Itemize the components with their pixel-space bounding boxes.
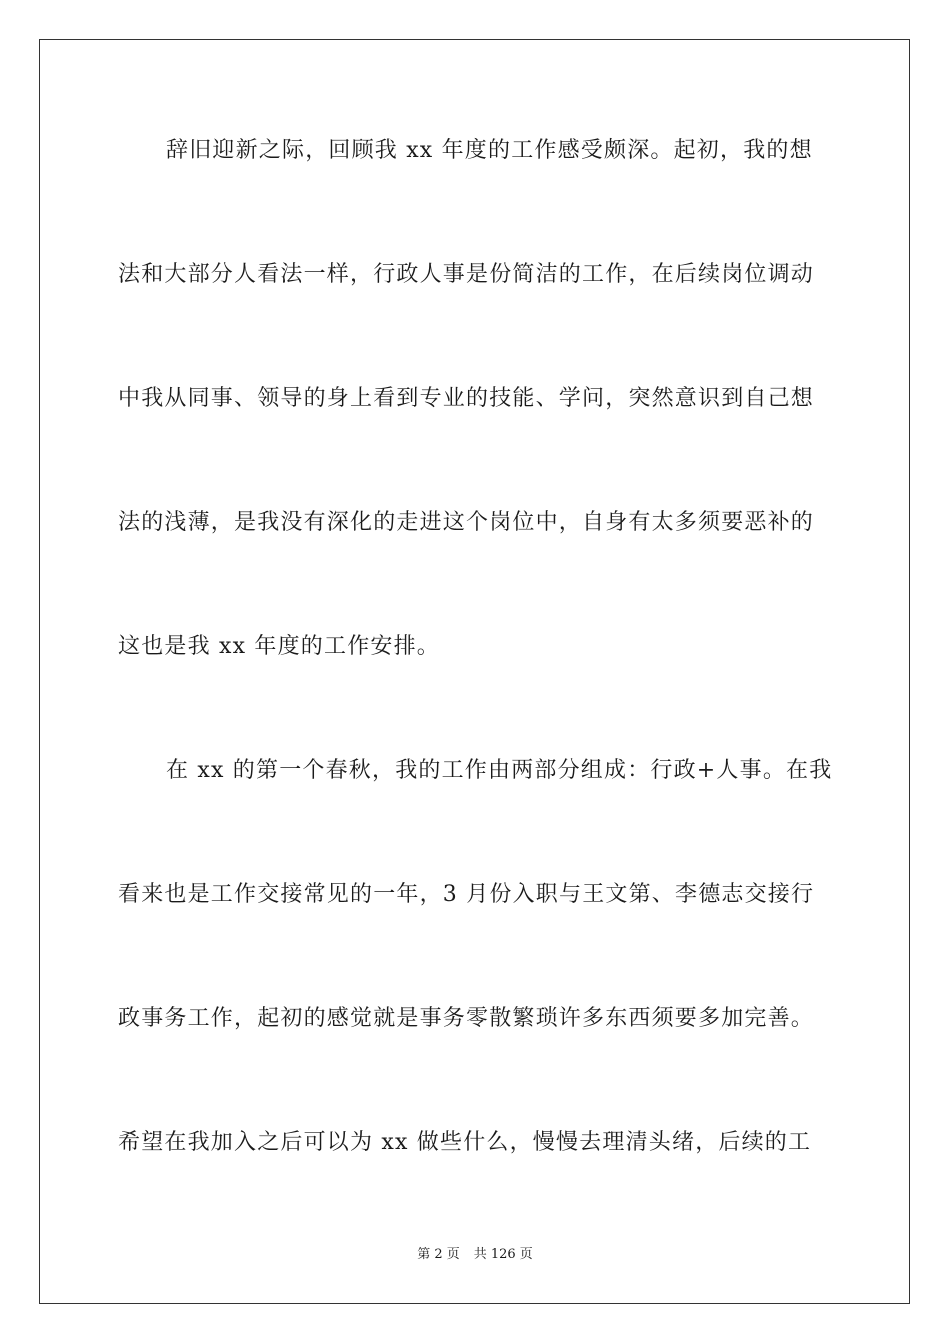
paragraph-2-line-4: 希望在我加入之后可以为 xx 做些什么，慢慢去理清头绪，后续的工 <box>118 1130 812 1155</box>
page-footer <box>0 1246 950 1264</box>
paragraph-1-line-2: 法和大部分人看法一样，行政人事是份简洁的工作，在后续岗位调动 <box>118 262 815 287</box>
page-border <box>39 39 910 1304</box>
page-number: 第 2 页 <box>417 1247 460 1262</box>
paragraph-1-line-3: 中我从同事、领导的身上看到专业的技能、学问，突然意识到自己想 <box>118 386 815 411</box>
paragraph-1-line-4: 法的浅薄，是我没有深化的走进这个岗位中，自身有太多须要恶补的 <box>118 510 815 535</box>
paragraph-2-line-1: 在 xx 的第一个春秋，我的工作由两部分组成：行政+人事。在我 <box>166 758 833 783</box>
page-total: 共 126 页 <box>473 1247 533 1262</box>
paragraph-2-line-2: 看来也是工作交接常见的一年，3 月份入职与王文第、李德志交接行 <box>118 882 815 907</box>
paragraph-1-line-1: 辞旧迎新之际，回顾我 xx 年度的工作感受颇深。起初，我的想 <box>166 138 813 163</box>
paragraph-1-line-5: 这也是我 xx 年度的工作安排。 <box>118 634 441 659</box>
paragraph-2-line-3: 政事务工作，起初的感觉就是事务零散繁琐许多东西须要多加完善。 <box>118 1006 815 1031</box>
